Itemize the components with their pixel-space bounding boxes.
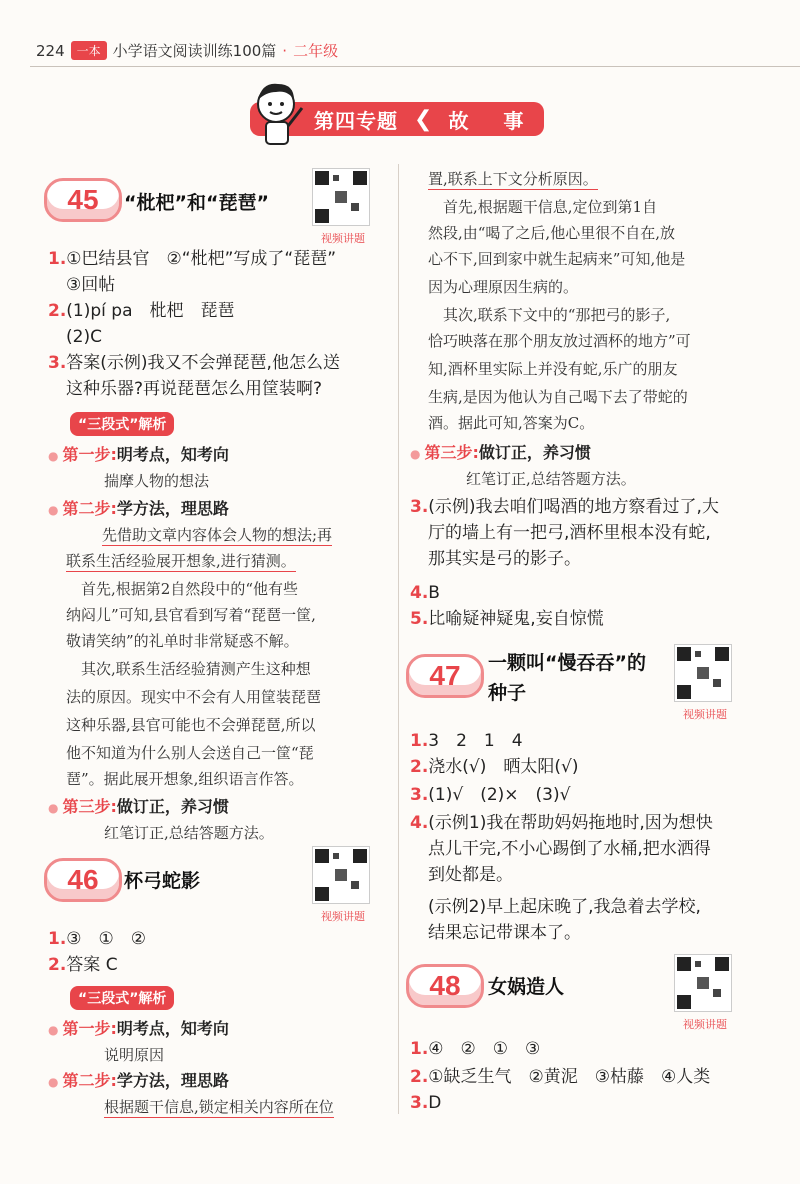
step-detail: 酒。据此可知,答案为C。 [428,414,595,432]
qr-caption: 视频讲题 [683,708,727,721]
section-title: 女娲造人 [488,976,565,998]
step-heading: ● 第二步:学方法，理思路 [48,1071,229,1090]
step-detail: 这种乐器,县官可能也不会弹琵琶,所以 [66,716,316,734]
qr-code-icon [674,644,732,702]
step-detail: 法的原因。现实中不会有人用筐装琵琶 [66,688,322,706]
section-number: 47 [429,660,461,691]
answer-line: 3.D [410,1093,442,1113]
section-number: 48 [429,970,461,1001]
answer-line: 3.答案(示例)我又不会弹琵琶,他怎么送 [48,353,340,373]
section-title: 杯弓蛇影 [124,870,201,892]
step-heading: ● 第二步:学方法，理思路 [48,499,229,518]
answer-line: 结果忘记带课本了。 [428,923,581,943]
book-title: 小学语文阅读训练100篇 [112,42,277,60]
qr-code-icon [312,846,370,904]
step-heading: ● 第三步:做订正，养习惯 [48,797,229,816]
banner-separator-icon: ❮ [414,106,433,132]
column-divider [398,164,399,1114]
section-number-badge [44,858,122,902]
qr-block[interactable] [674,954,736,1032]
section-title-cont: 种子 [488,682,527,704]
analysis-tag: “三段式”解析 [70,986,174,1010]
step-detail: 他不知道为什么别人会送自己一筐“琵 [66,744,314,762]
answer-line: 1.④ ② ① ③ [410,1039,541,1059]
step-detail: 因为心理原因生病的。 [428,278,579,296]
page-header [36,40,338,61]
answer-line: 4.B [410,583,440,603]
qr-code-icon [312,168,370,226]
grade-dot: · [282,41,288,60]
step-detail: 根据题干信息,锁定相关内容所在位 [104,1098,334,1116]
page-number: 224 [36,41,65,60]
step-detail: 首先,根据第2自然段中的“他有些 [66,580,298,598]
step-detail: 纳闷儿”可知,县官看到写着“琵琶一筐, [66,606,316,624]
step-detail: 敬请笑纳”的礼单时非常疑惑不解。 [66,632,299,650]
qr-block[interactable] [312,846,374,924]
answer-line: 1.③ ① ② [48,929,147,949]
step-detail: 然段,由“喝了之后,他心里很不自在,放 [428,224,675,242]
brand-logo: 一本 [71,41,107,60]
step-detail: 红笔订正,总结答题方法。 [104,824,274,842]
answer-line: ③回帖 [66,275,116,295]
step-detail: 揣摩人物的想法 [104,472,210,490]
banner-topic: 第四专题 [314,108,398,133]
banner-theme: 故 事 [448,108,538,133]
step-detail: 联系生活经验展开想象,进行猜测。 [66,552,296,570]
answer-line: 5.比喻疑神疑鬼,妄自惊慌 [410,609,604,629]
step-heading: ● 第三步:做订正，养习惯 [410,443,591,462]
answer-line: 2.①缺乏生气 ②黄泥 ③枯藤 ④人类 [410,1067,711,1087]
cartoon-boy-icon [248,78,310,148]
step-detail: 其次,联系下文中的“那把弓的影子, [428,306,671,324]
answer-line: 4.(示例1)我在帮助妈妈拖地时,因为想快 [410,813,713,833]
answer-line: (示例2)早上起床晚了,我急着去学校, [428,897,701,917]
step-detail: 其次,联系生活经验猜测产生这种想 [66,660,311,678]
section-number: 46 [67,864,99,895]
section-number-badge [44,178,122,222]
analysis-tag: “三段式”解析 [70,412,174,436]
step-detail: 说明原因 [104,1046,165,1064]
section-number: 45 [67,184,99,215]
step-detail: 红笔订正,总结答题方法。 [466,470,636,488]
answer-line: 3.(1)√ (2)× (3)√ [410,785,571,805]
step-detail: 先借助文章内容体会人物的想法;再 [102,526,333,544]
answer-line: 那其实是弓的影子。 [428,549,581,569]
header-rule [30,66,800,67]
answer-line: 点儿干完,不小心踢倒了水桶,把水洒得 [428,839,711,859]
qr-caption: 视频讲题 [683,1018,727,1031]
step-detail: 心不下,回到家中就生起病来”可知,他是 [428,250,686,268]
answer-line: 2.(1)pí pa 枇杷 琵琶 [48,301,235,321]
qr-block[interactable] [312,168,374,246]
step-detail: 首先,根据题干信息,定位到第1自 [428,198,658,216]
step-detail: 恰巧映落在那个朋友放过酒杯的地方”可 [428,332,691,350]
step-detail: 琶”。据此展开想象,组织语言作答。 [66,770,304,788]
section-number-badge [406,964,484,1008]
answer-line: (2)C [66,327,102,347]
section-title: “枇杷”和“琵琶” [124,192,269,214]
grade-label: 二年级 [293,42,339,60]
step-heading: ● 第一步:明考点，知考向 [48,1019,229,1038]
step-detail: 生病,是因为他认为自己喝下去了带蛇的 [428,388,688,406]
step-detail: 知,酒杯里实际上并没有蛇,乐广的朋友 [428,360,678,378]
step-heading: ● 第一步:明考点，知考向 [48,445,229,464]
answer-line: 2.答案 C [48,955,118,975]
qr-caption: 视频讲题 [321,910,365,923]
section-title: 一颗叫“慢吞吞”的 [488,652,646,674]
answer-line: 2.浇水(√) 晒太阳(√) [410,757,579,777]
answer-line: 1.3 2 1 4 [410,731,523,751]
qr-block[interactable] [674,644,736,722]
answer-line: 这种乐器?再说琵琶怎么用筐装啊? [66,379,323,399]
answer-line: 1.①巴结县官 ②“枇杷”写成了“琵琶” [48,249,337,269]
qr-code-icon [674,954,732,1012]
answer-line: 厅的墙上有一把弓,酒杯里根本没有蛇, [428,523,711,543]
answer-line: 到处都是。 [428,865,513,885]
qr-caption: 视频讲题 [321,232,365,245]
section-number-badge [406,654,484,698]
answer-line: 3.(示例)我去咱们喝酒的地方察看过了,大 [410,497,719,517]
step-detail: 置,联系上下文分析原因。 [428,170,598,188]
